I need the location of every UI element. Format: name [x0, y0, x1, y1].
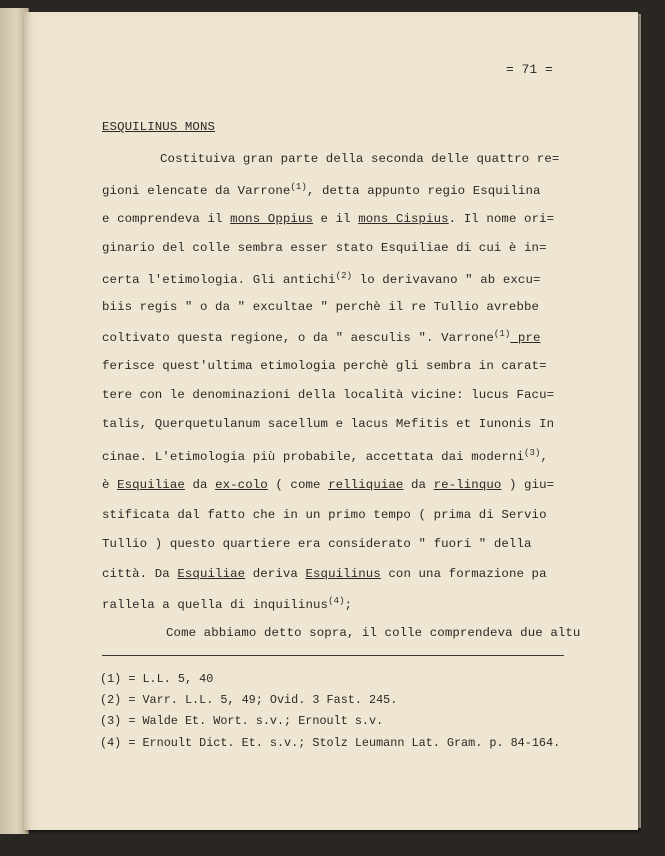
- footnote-ref: (4): [328, 596, 345, 606]
- body-line-14: Tullio ) questo quartiere era considerato " fuori " della: [102, 537, 532, 551]
- footnote-ref: (1): [493, 329, 511, 339]
- body-line-5: certa l'etimologia. Gli antichi$^{(2)}$ lo derivavano " ab excu=: [102, 271, 541, 287]
- section-heading: ESQUILINUS MONS: [102, 120, 216, 134]
- body-line-3: e comprendeva il mons Oppius e il mons Cispius. Il nome ori=: [102, 212, 555, 226]
- footnote-ref: (2): [335, 271, 353, 281]
- body-line-11: cinae. L'etimologia più probabile, accettata dai moderni$^{(3)}$,: [102, 448, 549, 464]
- body-line-6: biis regis " o da " excultae " perchè il re Tullio avrebbe: [102, 300, 540, 314]
- footnote-ref: (1): [290, 182, 307, 192]
- footnote-separator: [102, 655, 564, 656]
- footnote-ref: (3): [524, 448, 541, 458]
- footnote-1: (1) = L.L. 5, 40: [100, 672, 214, 686]
- body-line-1: Costituiva gran parte della seconda delle quattro re=: [160, 152, 560, 166]
- body-line-16: rallela a quella di inquilinus$^{(4)}$;: [102, 596, 353, 612]
- body-line-2: gioni elencate da Varrone$^{(1)}$, detta appunto regio Esquilina: [102, 182, 541, 198]
- body-line-9: tere con le denominazioni della località vicine: lucus Facu=: [102, 388, 555, 402]
- footnote-3: (3) = Walde Et. Wort. s.v.; Ernoult s.v.: [100, 714, 384, 728]
- body-line-10: talis, Querquetulanum sacellum e lacus Mefitis et Iunonis In: [102, 417, 555, 431]
- body-line-15: città. Da Esquiliae deriva Esquilinus con una formazione pa: [102, 567, 547, 581]
- page-number: = 71 =: [506, 62, 553, 77]
- body-line-17: Come abbiamo detto sopra, il colle comprendeva due altu: [166, 626, 581, 640]
- body-line-12: è Esquiliae da ex-colo ( come relliquiae da re-linquo ) giu=: [102, 478, 555, 492]
- body-line-8: ferisce quest'ultima etimologia perchè gli sembra in carat=: [102, 359, 547, 373]
- body-line-4: ginario del colle sembra esser stato Esquiliae di cui è in=: [102, 241, 547, 255]
- footnote-4: (4) = Ernoult Dict. Et. s.v.; Stolz Leumann Lat. Gram. p. 84-164.: [100, 736, 561, 750]
- body-line-7: coltivato questa regione, o da " aesculis ". Varrone$^{(1)}$ pre: [102, 329, 541, 345]
- footnote-2: (2) = Varr. L.L. 5, 49; Ovid. 3 Fast. 245.: [100, 693, 398, 707]
- body-line-13: stificata dal fatto che in un primo tempo ( prima di Servio: [102, 508, 547, 522]
- typewritten-page: [24, 12, 638, 830]
